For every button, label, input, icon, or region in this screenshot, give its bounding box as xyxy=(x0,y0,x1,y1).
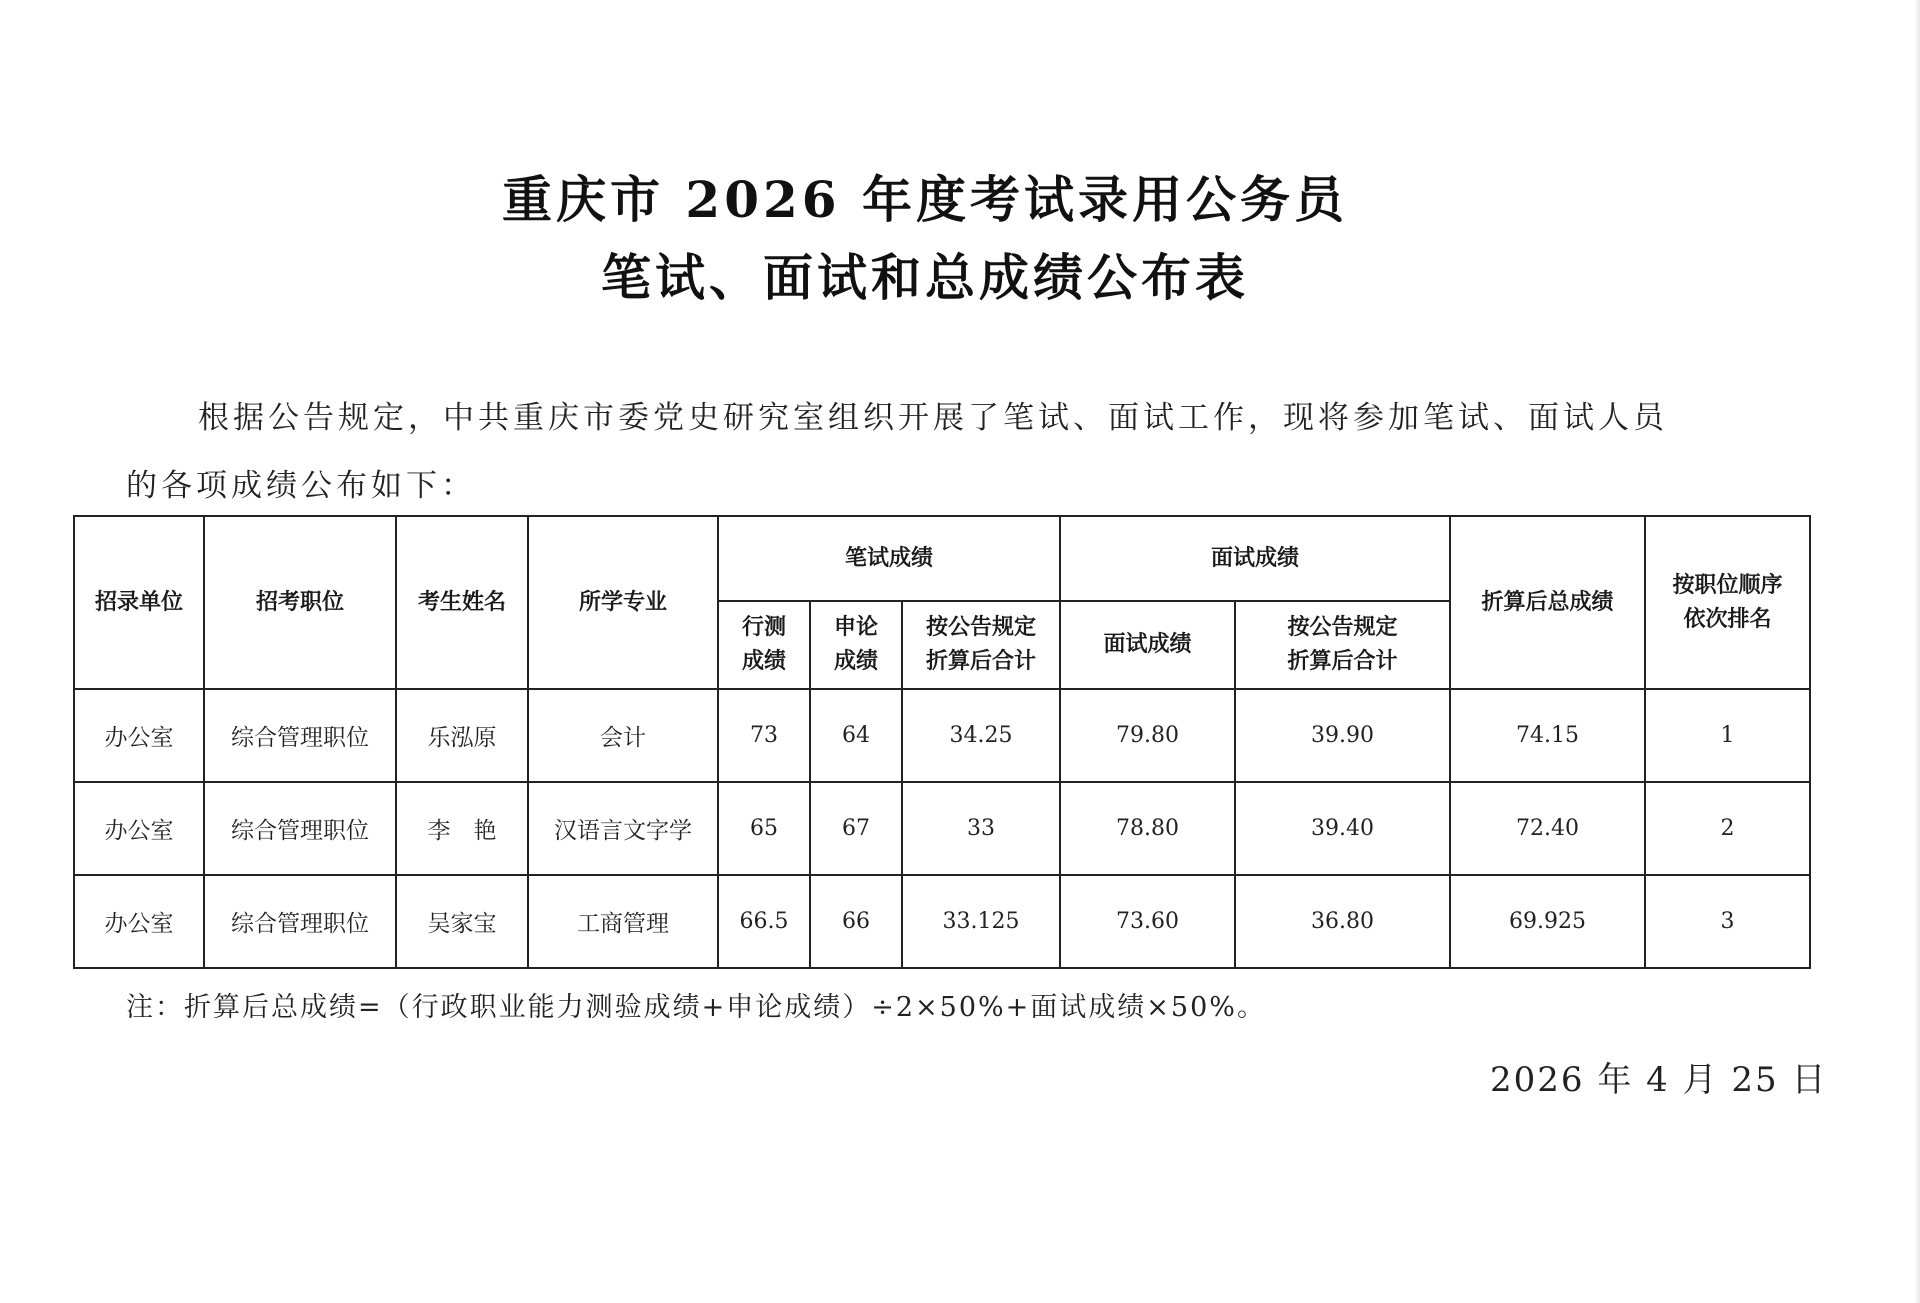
cell-written-total: 34.25 xyxy=(902,689,1060,782)
cell-position: 综合管理职位 xyxy=(204,782,396,875)
header-position: 招考职位 xyxy=(204,516,396,689)
cell-shenlun: 64 xyxy=(810,689,902,782)
cell-interview: 79.80 xyxy=(1060,689,1235,782)
cell-name: 乐泓原 xyxy=(396,689,528,782)
cell-unit: 办公室 xyxy=(74,689,204,782)
score-table xyxy=(73,515,1811,969)
header-written-total-line-1: 按公告规定 xyxy=(926,615,1037,640)
header-shenlun-line-2: 成绩 xyxy=(833,649,878,674)
cell-final-total: 74.15 xyxy=(1450,689,1645,782)
header-shenlun-line-1: 申论 xyxy=(833,615,878,640)
header-shenlun xyxy=(810,601,902,689)
header-rank xyxy=(1645,516,1810,689)
cell-unit: 办公室 xyxy=(74,782,204,875)
title-line-2: 笔试、面试和总成绩公布表 xyxy=(601,248,1249,307)
cell-shenlun: 67 xyxy=(810,782,902,875)
cell-interview-total: 39.90 xyxy=(1235,689,1450,782)
header-written-total xyxy=(902,601,1060,689)
page-edge xyxy=(1914,0,1920,1303)
cell-name: 李 艳 xyxy=(396,782,528,875)
cell-position: 综合管理职位 xyxy=(204,875,396,968)
header-written-total-line-2: 折算后合计 xyxy=(926,649,1037,674)
header-row-1 xyxy=(74,516,1810,601)
header-interview-total-line-1: 按公告规定 xyxy=(1287,615,1398,640)
header-major: 所学专业 xyxy=(528,516,718,689)
header-written-group: 笔试成绩 xyxy=(718,516,1060,601)
header-xingce-line-1: 行测 xyxy=(741,615,786,640)
table-row xyxy=(74,782,1810,875)
cell-unit: 办公室 xyxy=(74,875,204,968)
issue-date: 2026 年 4 月 25 日 xyxy=(1490,1060,1828,1100)
cell-rank: 1 xyxy=(1645,689,1810,782)
cell-xingce: 73 xyxy=(718,689,810,782)
header-xingce xyxy=(718,601,810,689)
header-interview-total xyxy=(1235,601,1450,689)
header-unit: 招录单位 xyxy=(74,516,204,689)
header-rank-line-1: 按职位顺序 xyxy=(1672,572,1783,598)
cell-shenlun: 66 xyxy=(810,875,902,968)
cell-major: 会计 xyxy=(528,689,718,782)
cell-xingce: 65 xyxy=(718,782,810,875)
cell-interview: 73.60 xyxy=(1060,875,1235,968)
formula-note: 注：折算后总成绩=（行政职业能力测验成绩+申论成绩）÷2×50%+面试成绩×50%。 xyxy=(126,992,1266,1023)
cell-name: 吴家宝 xyxy=(396,875,528,968)
cell-interview: 78.80 xyxy=(1060,782,1235,875)
cell-position: 综合管理职位 xyxy=(204,689,396,782)
header-name: 考生姓名 xyxy=(396,516,528,689)
intro-paragraph-line-1: 根据公告规定，中共重庆市委党史研究室组织开展了笔试、面试工作，现将参加笔试、面试人员 xyxy=(198,400,1668,436)
header-final-total: 折算后总成绩 xyxy=(1450,516,1645,689)
cell-xingce: 66.5 xyxy=(718,875,810,968)
title-line-1: 重庆市 2026 年度考试录用公务员 xyxy=(502,170,1348,229)
cell-interview-total: 39.40 xyxy=(1235,782,1450,875)
cell-rank: 2 xyxy=(1645,782,1810,875)
cell-rank: 3 xyxy=(1645,875,1810,968)
cell-interview-total: 36.80 xyxy=(1235,875,1450,968)
cell-major: 汉语言文字学 xyxy=(528,782,718,875)
cell-major: 工商管理 xyxy=(528,875,718,968)
table-row xyxy=(74,875,1810,968)
table-row xyxy=(74,689,1810,782)
intro-paragraph-line-2: 的各项成绩公布如下： xyxy=(126,468,476,504)
cell-written-total: 33 xyxy=(902,782,1060,875)
header-interview-group: 面试成绩 xyxy=(1060,516,1450,601)
cell-final-total: 69.925 xyxy=(1450,875,1645,968)
header-xingce-line-2: 成绩 xyxy=(741,649,786,674)
header-interview-total-line-2: 折算后合计 xyxy=(1287,649,1398,674)
cell-final-total: 72.40 xyxy=(1450,782,1645,875)
header-rank-line-2: 依次排名 xyxy=(1683,606,1772,632)
cell-written-total: 33.125 xyxy=(902,875,1060,968)
header-interview-score: 面试成绩 xyxy=(1060,601,1235,689)
